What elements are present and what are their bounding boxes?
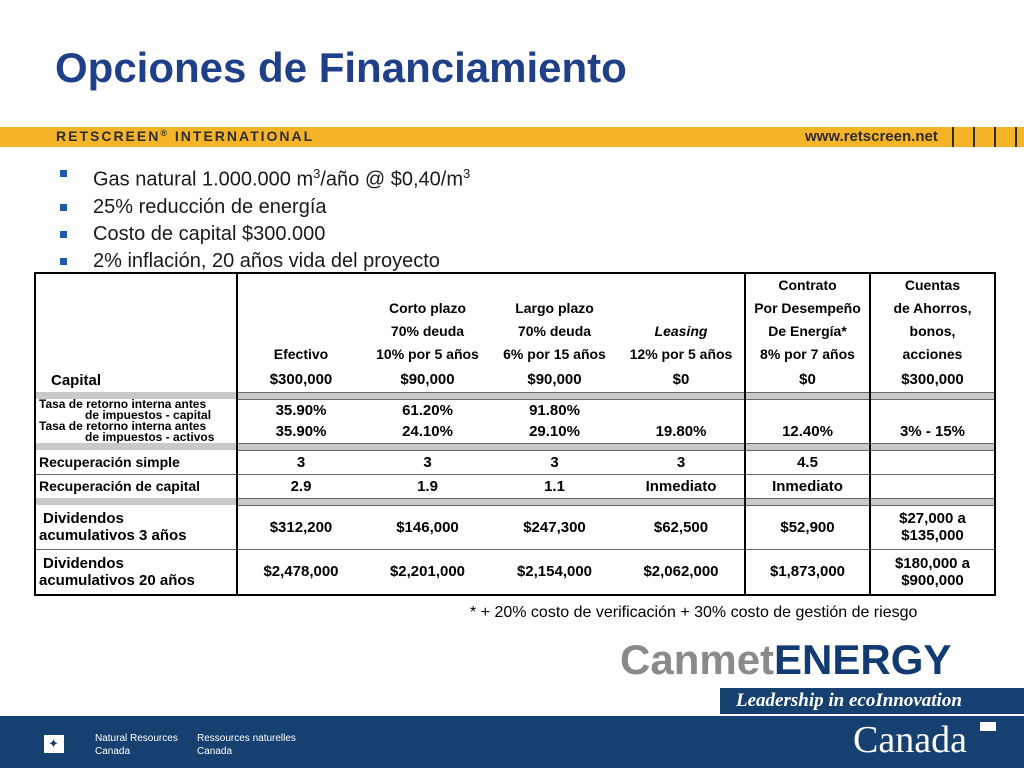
banner-divider — [952, 127, 954, 147]
table-cell: $0 — [745, 368, 870, 392]
banner-divider — [1015, 127, 1017, 147]
table-cell: 35.90% — [237, 421, 364, 443]
table-cell: $62,500 — [653, 518, 709, 536]
bullet-square-icon — [60, 231, 67, 238]
table-cell: 1.9 — [417, 477, 438, 495]
table-row — [35, 505, 995, 549]
table-cell: $247,300 — [523, 518, 586, 536]
table-cell: $300,000 — [870, 368, 995, 392]
table-header-row — [35, 273, 995, 368]
header-cell — [35, 273, 237, 368]
table-cell: 3% - 15% — [870, 421, 995, 443]
table-cell: 19.80% — [655, 423, 707, 441]
table-cell — [870, 450, 995, 474]
table-row — [35, 421, 995, 443]
table-cell: $300,000 — [237, 368, 364, 392]
gov-signature-fr: Ressources naturelles Canada — [197, 733, 296, 757]
table-cell: $0 — [672, 371, 690, 389]
table-cell: $2,478,000 — [237, 549, 364, 595]
table-row — [35, 450, 995, 474]
wordmark-flag-icon — [980, 722, 996, 731]
row-label-recuperacion-capital: Recuperación de capital — [39, 478, 201, 495]
table-cell: 3 — [423, 453, 432, 471]
header-cell-cuentas: Cuentas de Ahorros, bonos, acciones — [870, 273, 995, 368]
table-cell: $52,900 — [745, 505, 870, 549]
header-cell-largo-plazo: Largo plazo 70% deuda 6% por 15 años — [503, 300, 606, 362]
table-cell: $1,873,000 — [745, 549, 870, 595]
table-cell — [618, 399, 745, 421]
row-label-capital: Capital — [51, 371, 102, 389]
list-item: Gas natural 1.000.000 $m^3$/año @ $\$0,40/m^3$ — [60, 160, 470, 194]
canmet-energy-logo: CanmetENERGY — [620, 636, 952, 683]
row-label-dividendos-20: Dividendos acumulativos 20 años — [39, 554, 195, 589]
retscreen-banner — [0, 127, 1024, 147]
table-row — [35, 549, 995, 595]
row-label-tir-activos: Tasa de retorno interna antes de impuestos - activos — [39, 421, 215, 443]
list-item: 25% reducción de energía — [60, 194, 470, 221]
row-label-recuperacion-simple: Recuperación simple — [39, 453, 180, 470]
table-cell — [870, 474, 995, 498]
header-cell-efectivo: Efectivo — [237, 273, 364, 368]
table-cell — [745, 399, 870, 421]
table-cell: 12.40% — [745, 421, 870, 443]
table-cell: $2,154,000 — [516, 563, 593, 581]
assumption-list — [60, 160, 470, 275]
row-label-tir-capital: Tasa de retorno interna antes de impuestos - capital — [39, 399, 212, 421]
retscreen-url[interactable]: www.retscreen.net — [805, 128, 938, 145]
table-row — [35, 368, 995, 392]
table-cell: 35.90% — [237, 399, 364, 421]
list-item: Costo de capital $300.000 — [60, 221, 470, 248]
bullet-square-icon — [60, 258, 67, 265]
table-cell: $90,000 — [527, 371, 582, 389]
table-cell: 61.20% — [402, 401, 453, 419]
table-cell — [870, 399, 995, 421]
list-item: 2% inflación, 20 años vida del proyecto — [60, 248, 470, 275]
header-cell-corto-plazo: Corto plazo 70% deuda 10% por 5 años — [376, 300, 479, 362]
header-cell-leasing: Leasing 12% por 5 años — [629, 323, 733, 362]
bullet-square-icon — [60, 170, 67, 177]
banner-divider — [973, 127, 975, 147]
table-cell: $27,000 a $135,000 — [870, 505, 995, 549]
table-cell: 29.10% — [529, 423, 580, 441]
table-cell: Inmediato — [645, 477, 717, 495]
table-cell: 91.80% — [529, 401, 580, 419]
table-cell: 24.10% — [402, 423, 453, 441]
tagline-banner: Leadership in ecoInnovation — [720, 688, 1024, 714]
table-row — [35, 399, 995, 421]
gov-signature-en: Natural Resources Canada — [95, 733, 178, 757]
table-cell: 3 — [676, 453, 686, 471]
banner-divider — [994, 127, 996, 147]
table-cell: $2,201,000 — [389, 563, 466, 581]
table-cell: $90,000 — [400, 371, 455, 389]
table-cell: 2.9 — [237, 474, 364, 498]
row-separator — [35, 443, 995, 450]
table-cell: 1.1 — [544, 477, 565, 495]
bullet-square-icon — [60, 204, 67, 211]
row-separator — [35, 498, 995, 505]
table-cell: 4.5 — [745, 450, 870, 474]
table-row — [35, 474, 995, 498]
table-cell: 3 — [237, 450, 364, 474]
canada-flag-icon: ✦ — [34, 735, 74, 753]
footnote: * + 20% costo de verificación + 30% costo de gestión de riesgo — [470, 604, 918, 621]
table-cell: 3 — [550, 453, 559, 471]
slide-title: Opciones de Financiamiento — [55, 44, 627, 91]
table-cell: $312,200 — [237, 505, 364, 549]
row-label-dividendos-3: Dividendos acumulativos 3 años — [39, 509, 187, 544]
row-separator — [35, 392, 995, 399]
table-cell: $2,062,000 — [643, 563, 719, 581]
header-cell-contrato: Contrato Por Desempeño De Energía* 8% por 7 años — [745, 273, 870, 368]
table-cell: $146,000 — [396, 518, 459, 536]
table-cell: $180,000 a $900,000 — [870, 549, 995, 595]
financing-table — [34, 272, 996, 596]
retscreen-logo: RETSCREEN® INTERNATIONAL — [56, 128, 315, 144]
table-cell: Inmediato — [745, 474, 870, 498]
canada-wordmark: Canada — [853, 719, 967, 761]
